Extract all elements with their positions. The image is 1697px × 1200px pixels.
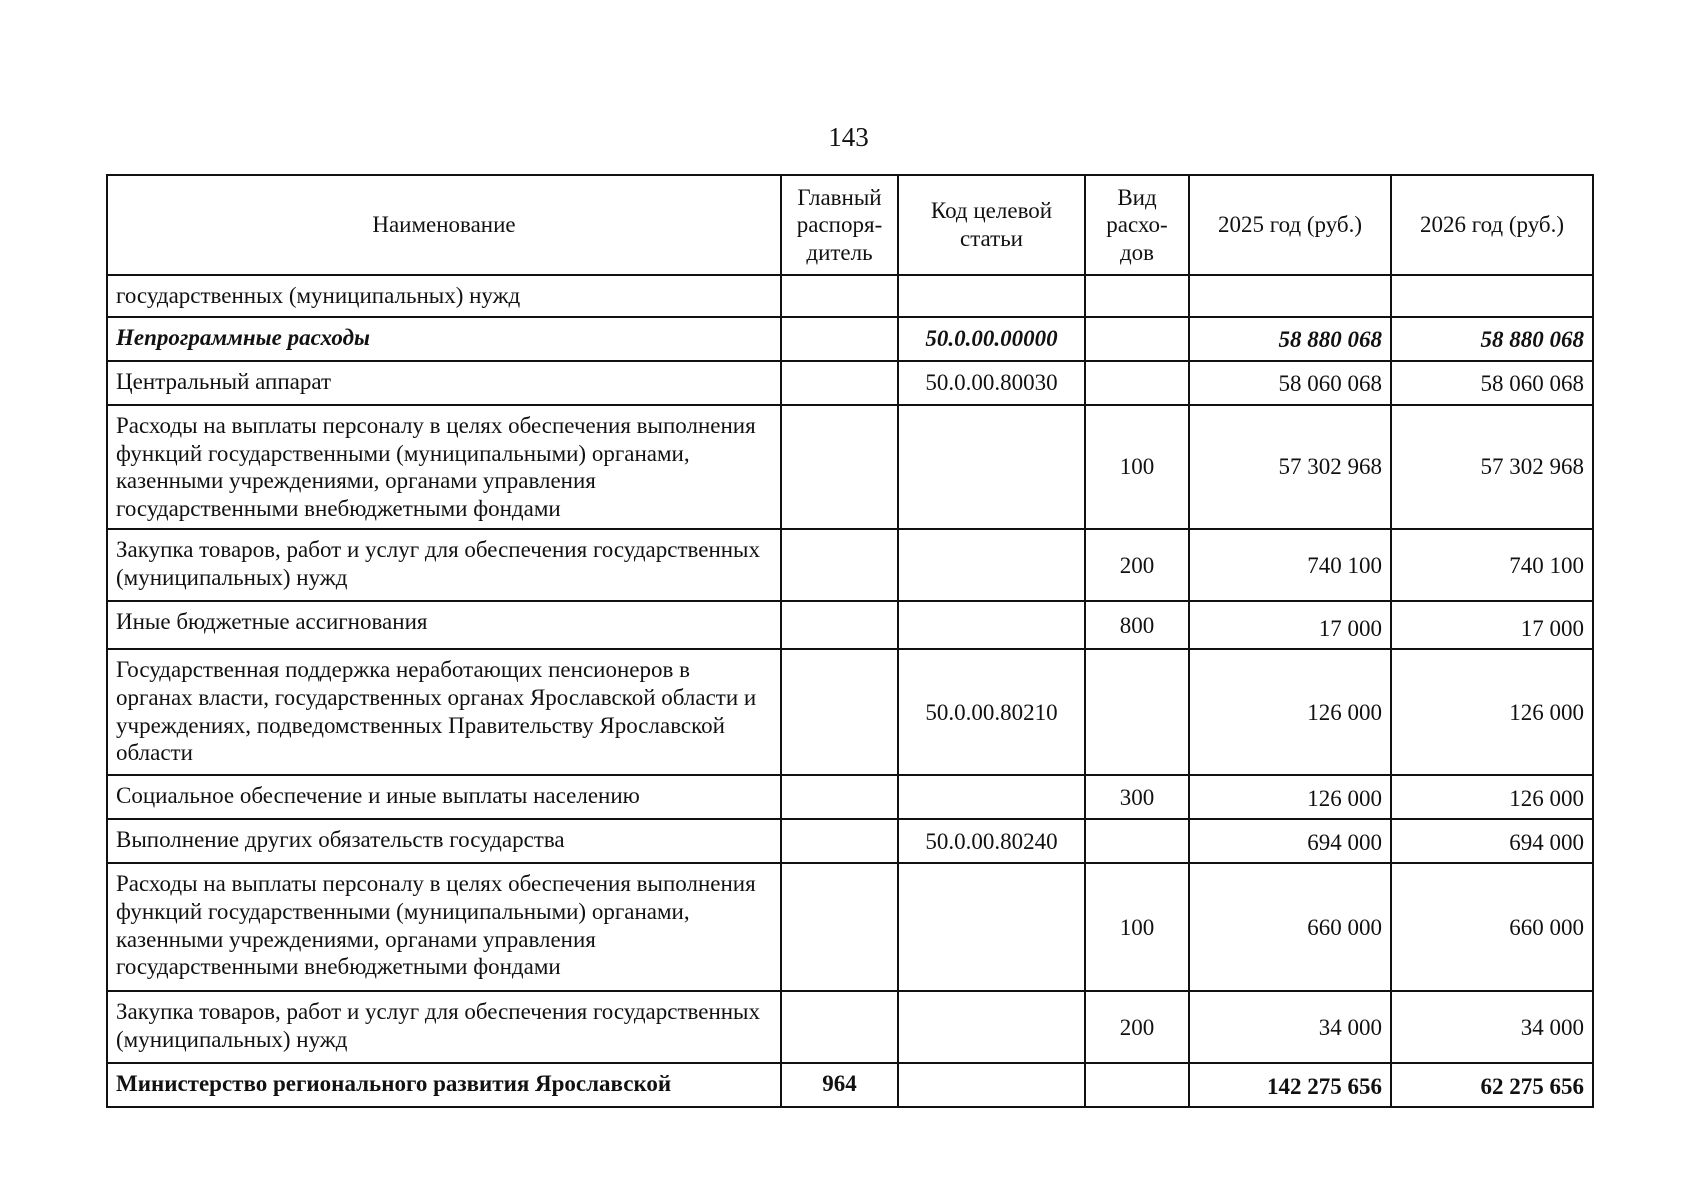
- row-2025: 660 000: [1189, 863, 1391, 991]
- row-2026: 126 000: [1391, 649, 1593, 775]
- row-2026: 126 000: [1391, 775, 1593, 819]
- row-name: Государственная поддержка неработающих пенсионеров в органах власти, государственных органах Ярославской области и учреждениях, подведомственных Правительству Ярославской области: [107, 649, 781, 775]
- row-code: [898, 1063, 1085, 1107]
- row-glavny: [781, 649, 898, 775]
- table-row: [107, 601, 1593, 649]
- row-glavny: [781, 775, 898, 819]
- row-name: Социальное обеспечение и иные выплаты населению: [107, 775, 781, 819]
- row-name: Расходы на выплаты персоналу в целях обеспечения выполнения функций государственными (муниципальными) органами, казенными учреждениями, органами управления государственными внебюджетными фондами: [107, 863, 781, 991]
- row-2026: 57 302 968: [1391, 405, 1593, 529]
- row-glavny: [781, 991, 898, 1063]
- row-2026: 62 275 656: [1391, 1063, 1593, 1107]
- row-name: Центральный аппарат: [107, 361, 781, 405]
- row-code: [898, 863, 1085, 991]
- row-2026: 694 000: [1391, 819, 1593, 863]
- table-row: [107, 991, 1593, 1063]
- row-code: [898, 601, 1085, 649]
- row-glavny: [781, 317, 898, 361]
- row-glavny: [781, 405, 898, 529]
- row-2026: 740 100: [1391, 529, 1593, 601]
- row-2026: 17 000: [1391, 601, 1593, 649]
- table-row: [107, 775, 1593, 819]
- row-glavny: [781, 863, 898, 991]
- row-2025: 57 302 968: [1189, 405, 1391, 529]
- row-code: [898, 275, 1085, 317]
- row-code: [898, 529, 1085, 601]
- row-2025: 34 000: [1189, 991, 1391, 1063]
- table-row: [107, 529, 1593, 601]
- row-name: Министерство регионального развития Ярославской: [107, 1063, 781, 1107]
- table-row: [107, 819, 1593, 863]
- row-2026: 58 880 068: [1391, 317, 1593, 361]
- page-number: 143: [828, 122, 869, 152]
- row-name: Расходы на выплаты персоналу в целях обеспечения выполнения функций государственными (муниципальными) органами, казенными учреждениями, органами управления государственными внебюджетными фондами: [107, 405, 781, 529]
- row-2025: 740 100: [1189, 529, 1391, 601]
- row-2025: 17 000: [1189, 601, 1391, 649]
- row-name: Закупка товаров, работ и услуг для обеспечения государственных (муниципальных) нужд: [107, 529, 781, 601]
- row-vid: 100: [1085, 405, 1189, 529]
- row-code: [898, 405, 1085, 529]
- row-name: Выполнение других обязательств государства: [107, 819, 781, 863]
- row-name: Закупка товаров, работ и услуг для обеспечения государственных (муниципальных) нужд: [107, 991, 781, 1063]
- row-vid: [1085, 317, 1189, 361]
- row-glavny: [781, 601, 898, 649]
- row-name: Непрограммные расходы: [107, 317, 781, 361]
- header-vid: Вид расхо-дов: [1085, 175, 1189, 275]
- row-name: Иные бюджетные ассигнования: [107, 601, 781, 649]
- row-glavny: [781, 275, 898, 317]
- table-row: [107, 405, 1593, 529]
- budget-table: [106, 174, 1594, 1108]
- row-glavny: [781, 361, 898, 405]
- row-vid: 200: [1085, 529, 1189, 601]
- header-name: Наименование: [107, 175, 781, 275]
- row-code: 50.0.00.00000: [898, 317, 1085, 361]
- table-row: [107, 361, 1593, 405]
- row-code: [898, 991, 1085, 1063]
- row-glavny: [781, 819, 898, 863]
- row-code: 50.0.00.80030: [898, 361, 1085, 405]
- row-code: 50.0.00.80240: [898, 819, 1085, 863]
- row-2025: 58 060 068: [1189, 361, 1391, 405]
- row-glavny: [781, 529, 898, 601]
- row-vid: 200: [1085, 991, 1189, 1063]
- row-2026: [1391, 275, 1593, 317]
- row-2025: [1189, 275, 1391, 317]
- row-name: государственных (муниципальных) нужд: [107, 275, 781, 317]
- row-vid: [1085, 649, 1189, 775]
- row-2025: 126 000: [1189, 649, 1391, 775]
- row-2026: 660 000: [1391, 863, 1593, 991]
- table-row: [107, 317, 1593, 361]
- table-header-row: [107, 175, 1593, 275]
- row-vid: [1085, 275, 1189, 317]
- header-2026: 2026 год (руб.): [1391, 175, 1593, 275]
- row-2025: 126 000: [1189, 775, 1391, 819]
- table-row: [107, 649, 1593, 775]
- header-kod: Код целевой статьи: [898, 175, 1085, 275]
- table-row: [107, 863, 1593, 991]
- row-2025: 142 275 656: [1189, 1063, 1391, 1107]
- header-glavny: Главный распоря-дитель: [781, 175, 898, 275]
- row-vid: 300: [1085, 775, 1189, 819]
- row-vid: 800: [1085, 601, 1189, 649]
- table-row: [107, 275, 1593, 317]
- table-row: [107, 1063, 1593, 1107]
- row-code: 50.0.00.80210: [898, 649, 1085, 775]
- row-2025: 58 880 068: [1189, 317, 1391, 361]
- row-vid: [1085, 361, 1189, 405]
- row-2026: 58 060 068: [1391, 361, 1593, 405]
- row-glavny: 964: [781, 1063, 898, 1107]
- row-2025: 694 000: [1189, 819, 1391, 863]
- row-2026: 34 000: [1391, 991, 1593, 1063]
- row-vid: [1085, 819, 1189, 863]
- row-vid: [1085, 1063, 1189, 1107]
- row-vid: 100: [1085, 863, 1189, 991]
- header-2025: 2025 год (руб.): [1189, 175, 1391, 275]
- row-code: [898, 775, 1085, 819]
